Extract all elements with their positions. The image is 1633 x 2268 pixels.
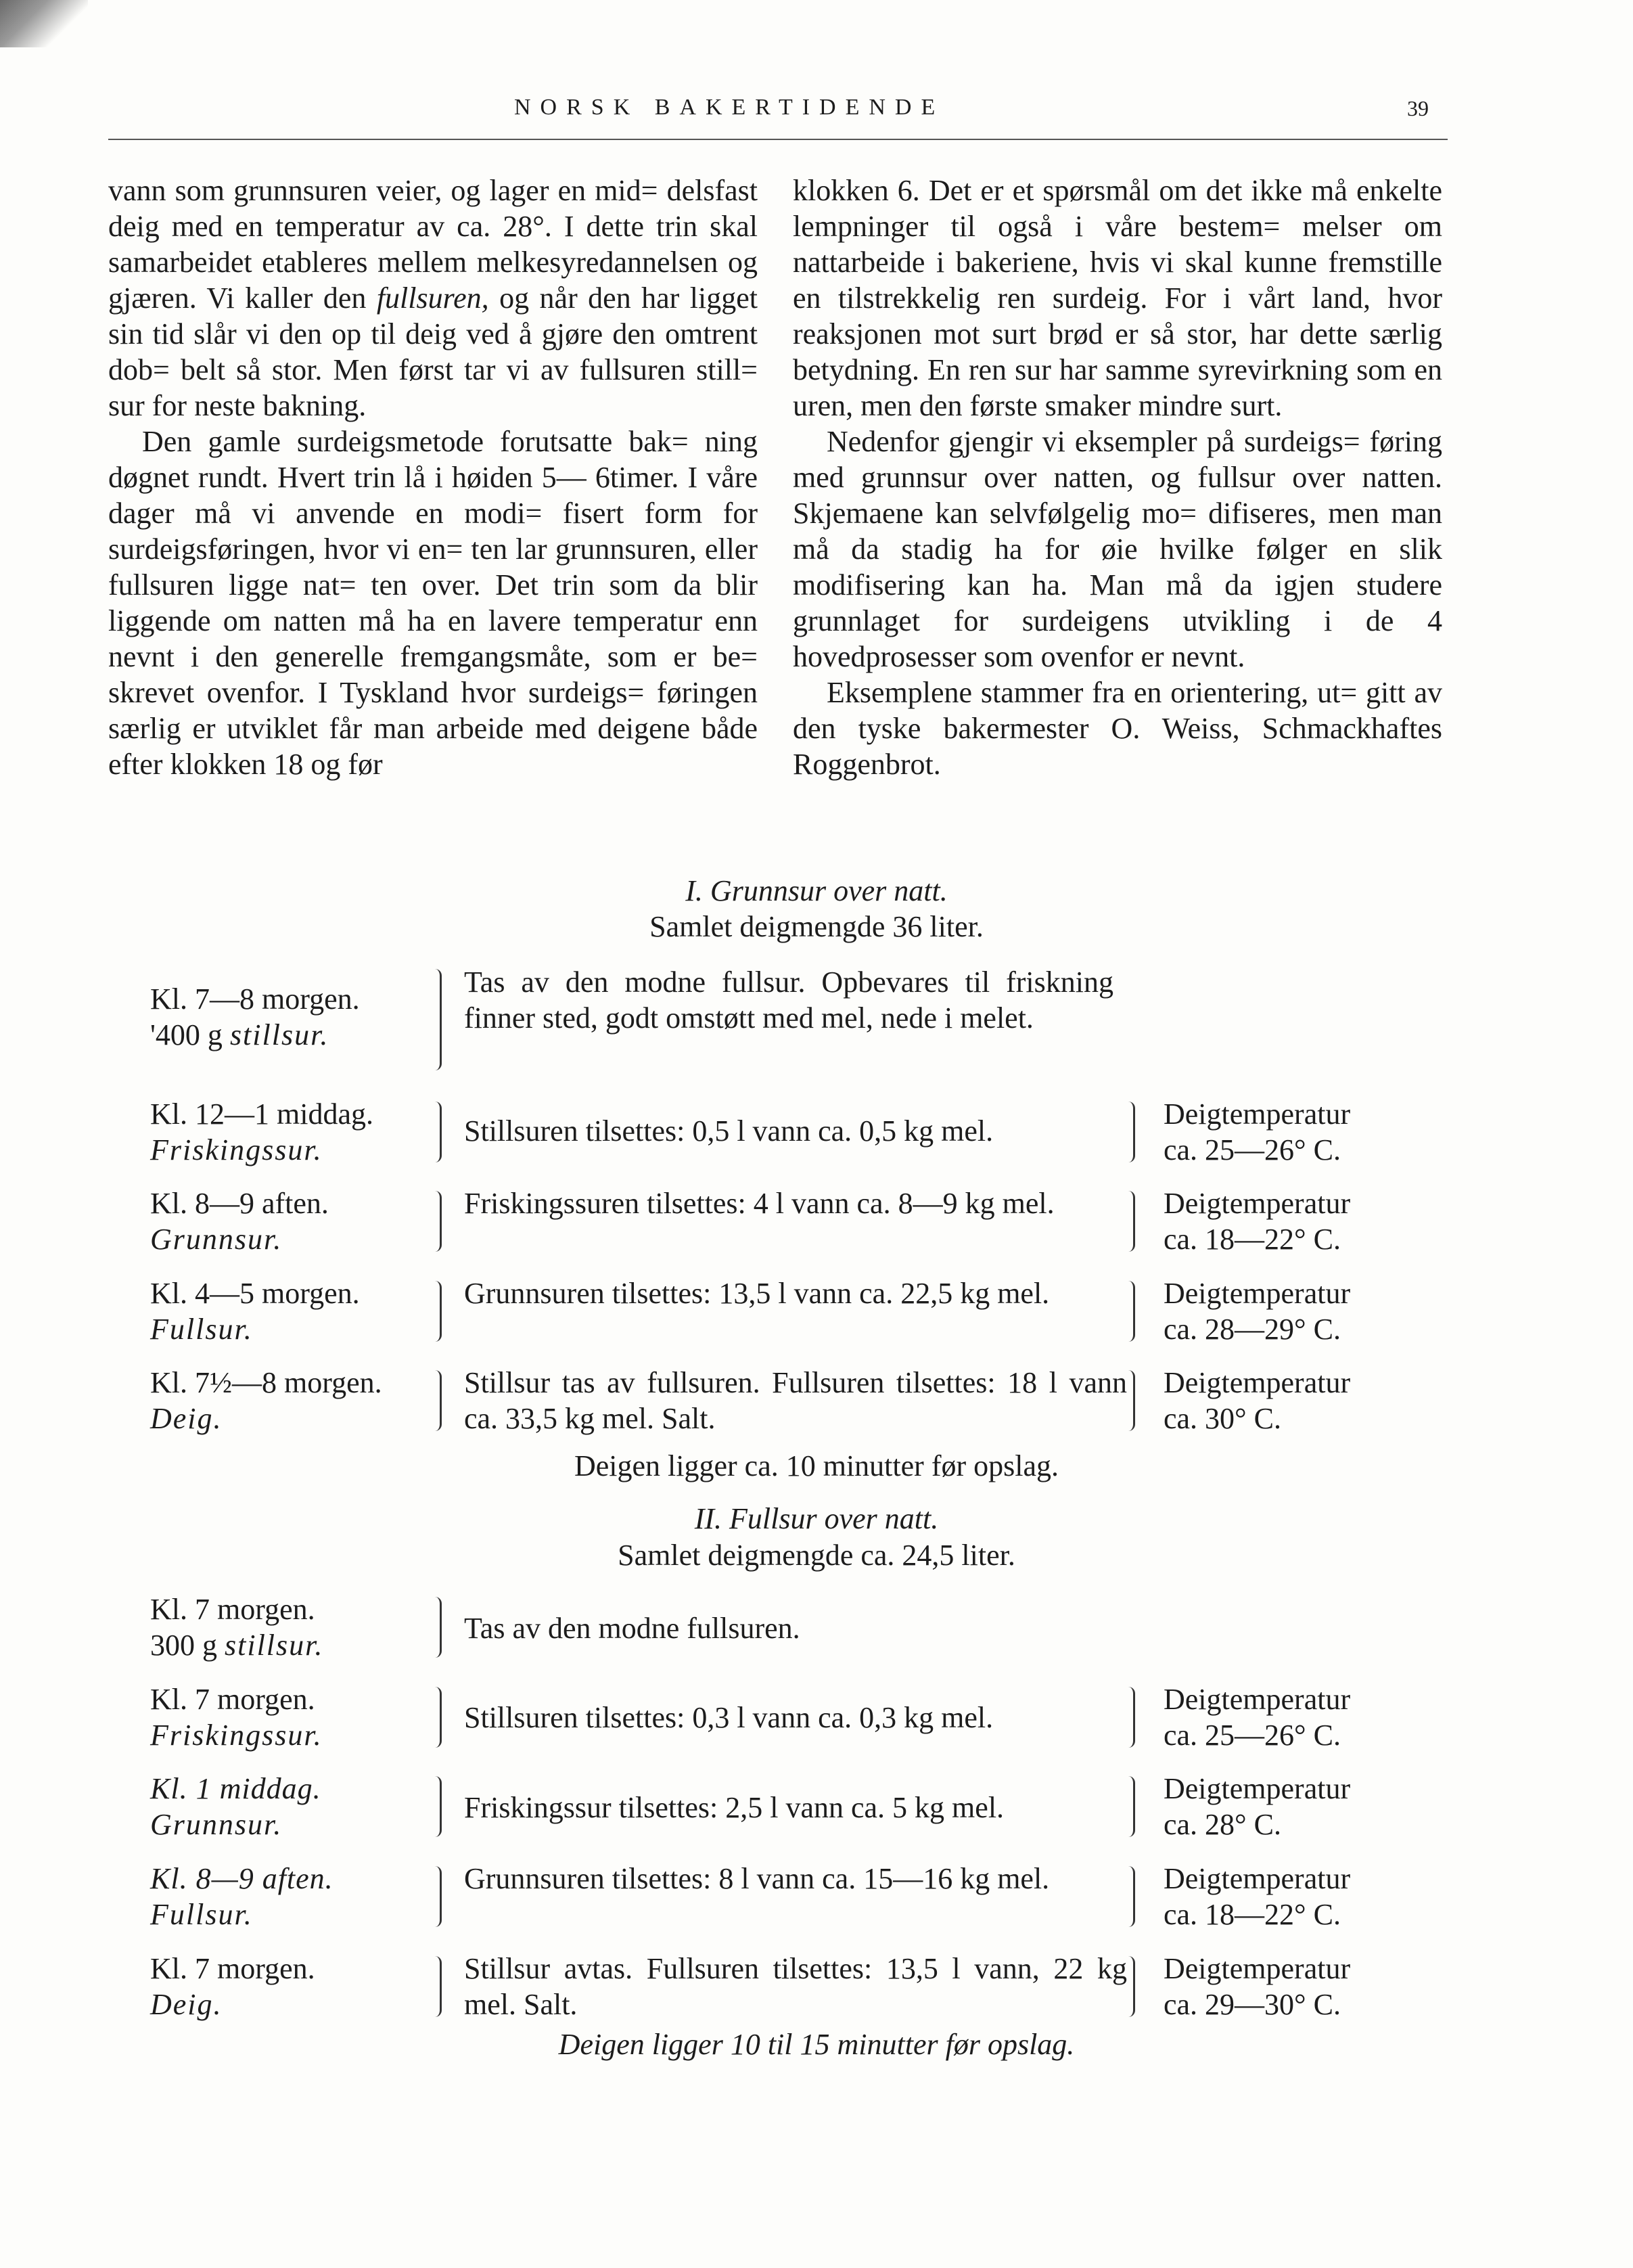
right-paragraph-2: Nedenfor gjengir vi eksempler på surdeigs= føring med grunnsur over natten, og fullsur over natten. Skjemaene kan selvfølgelig mo= difiseres, men man må da stadig ha for øie hvilke følger en slik modifisering kan ha. Man må da igjen studere grunnlaget for surdeigens utvikling i de 4 hovedprosesser som ovenfor er nevnt. (793, 425, 1442, 673)
schedule-1-row-2-temp: Deigtemperatur ca. 25—26° C. (1164, 1097, 1351, 1166)
brace (433, 1956, 442, 2017)
schedule-1-row-1-desc: Tas av den modne fullsur. Opbevares til friskning finner sted, godt omstøtt med mel, nede i melet. (464, 966, 1113, 1035)
brace (433, 1191, 442, 1252)
brace (1126, 1370, 1135, 1431)
brace (1126, 1687, 1135, 1748)
left-paragraph-1 (108, 173, 758, 424)
schedule-1-row-3-desc: Friskingssuren tilsettes: 4 l vann ca. 8—9 kg mel. (464, 1187, 1055, 1220)
brace (1126, 1776, 1135, 1837)
schedule-2-title: II. Fullsur over natt. (694, 1502, 939, 1535)
brace (433, 1370, 442, 1431)
schedule-1-row-3-temp: Deigtemperatur ca. 18—22° C. (1164, 1187, 1351, 1256)
schedule-1-row-4-desc: Grunnsuren tilsettes: 13,5 l vann ca. 22,5 kg mel. (464, 1277, 1050, 1310)
brace (1126, 1191, 1135, 1252)
schedule-2-row-5-desc: Stillsur avtas. Fullsuren tilsettes: 13,5 l vann, 22 kg mel. Salt. (464, 1952, 1127, 2021)
schedule-1-row-2-time: Kl. 12—1 middag. Friskingssur. (150, 1097, 373, 1166)
right-paragraph-1: klokken 6. Det er et spørsmål om det ikke må enkelte lempninger til også i våre bestem= melser om nattarbeide i bakeriene, hvis vi skal kunne fremstille en tilstrekkelig ren surdeig. For i vårt land, hvor reaksjonen mot surt brød er så stor, har dette særlig betydning. En ren sur har samme syrevirkning som en uren, men den første smaker mindre surt. (793, 174, 1442, 422)
schedule-1-title: I. Grunnsur over natt. (685, 874, 948, 907)
schedule-1-note: Deigen ligger ca. 10 minutter før opslag. (574, 1449, 1059, 1482)
schedule-2-row-5-time: Kl. 7 morgen. Deig. (150, 1952, 315, 2021)
schedule-2-subtitle: Samlet deigmengde ca. 24,5 liter. (618, 1539, 1015, 1572)
brace (1126, 1281, 1135, 1342)
schedule-1-subtitle: Samlet deigmengde 36 liter. (649, 910, 984, 943)
schedule-1-row-5-time: Kl. 7½—8 morgen. Deig. (150, 1366, 382, 1435)
schedule-2-row-2-desc: Stillsuren tilsettes: 0,3 l vann ca. 0,3 kg mel. (464, 1701, 994, 1734)
brace (1126, 1866, 1135, 1927)
schedule-2-row-1-desc: Tas av den modne fullsuren. (464, 1612, 800, 1645)
brace (433, 1102, 442, 1162)
brace (1126, 1956, 1135, 2017)
schedule-2-row-5-temp: Deigtemperatur ca. 29—30° C. (1164, 1952, 1351, 2021)
body-column-right (793, 173, 1442, 782)
schedule-2-row-3-time: Kl. 1 middag. Grunnsur. (150, 1772, 321, 1841)
brace (433, 1776, 442, 1837)
header-rule (108, 139, 1448, 140)
page-number: 39 (1407, 96, 1429, 120)
left-text-a: vann som grunnsuren veier, og lager en mid= delsfast deig med en temperatur av ca. 28°. I dette trin skal samarbeidet etableres mellem melkesyredannelsen og gjæren. Vi kaller den (108, 174, 758, 315)
brace (433, 1281, 442, 1342)
schedule-1-row-3-time: Kl. 8—9 aften. Grunnsur. (150, 1187, 329, 1256)
schedule-2-row-3-desc: Friskingssur tilsettes: 2,5 l vann ca. 5 kg mel. (464, 1791, 1005, 1824)
right-paragraph-3: Eksemplene stammer fra en orientering, ut= gitt av den tyske bakermester O. Weiss, Schmackhaftes Roggenbrot. (793, 676, 1442, 781)
schedule-1-row-2-desc: Stillsuren tilsettes: 0,5 l vann ca. 0,5 kg mel. (464, 1114, 994, 1148)
brace (433, 1687, 442, 1748)
schedule-1-row-5-temp: Deigtemperatur ca. 30° C. (1164, 1366, 1351, 1435)
schedule-1-row-4-time: Kl. 4—5 morgen. Fullsur. (150, 1277, 360, 1346)
schedule-2-row-4-desc: Grunnsuren tilsettes: 8 l vann ca. 15—16 kg mel. (464, 1862, 1050, 1895)
left-paragraph-2: Den gamle surdeigsmetode forutsatte bak= ning døgnet rundt. Hvert trin lå i høiden 5— 6timer. I våre dager må vi anvende en modi= fisert form for surdeigsføringen, hvor vi en= ten lar grunnsuren, eller fullsuren ligge nat= ten over. Det trin som da blir liggende om natten må ha en lavere temperatur enn nevnt i den generelle fremgangsmåte, som er be= skrevet ovenfor. I Tyskland hvor surdeigs= føringen særlig er utviklet får man arbeide med deigene både efter klokken 18 og før (108, 425, 758, 781)
schedule-2-row-4-time: Kl. 8—9 aften. Fullsur. (150, 1862, 334, 1931)
brace (433, 1866, 442, 1927)
body-column-left (108, 173, 758, 782)
schedule-1-row-4-temp: Deigtemperatur ca. 28—29° C. (1164, 1277, 1351, 1346)
schedule-2-row-3-temp: Deigtemperatur ca. 28° C. (1164, 1772, 1351, 1841)
schedule-1-row-1-time: Kl. 7—8 morgen. '400 g stillsur. (150, 982, 360, 1051)
schedule-2-row-1-time: Kl. 7 morgen. 300 g stillsur. (150, 1593, 324, 1662)
brace (433, 969, 442, 1070)
schedule-2-row-2-time: Kl. 7 morgen. Friskingssur. (150, 1683, 323, 1752)
running-title: NORSK BAKERTIDENDE (514, 95, 945, 120)
schedule-2-row-2-temp: Deigtemperatur ca. 25—26° C. (1164, 1683, 1351, 1752)
scan-corner-shadow (0, 0, 88, 47)
left-term-fullsuren: fullsuren, (376, 281, 489, 315)
schedule-1-row-5-desc: Stillsur tas av fullsuren. Fullsuren tilsettes: 18 l vann ca. 33,5 kg mel. Salt. (464, 1366, 1127, 1435)
schedule-2-note: Deigen ligger 10 til 15 minutter før opslag. (558, 2028, 1075, 2061)
schedule-2-row-4-temp: Deigtemperatur ca. 18—22° C. (1164, 1862, 1351, 1931)
left-text-b: og når den har ligget sin tid slår vi den op til deig ved å gjøre den omtrent dob= belt så stor. Men først tar vi av fullsuren still= sur for neste bakning. (108, 281, 758, 422)
brace (1126, 1102, 1135, 1162)
brace (433, 1597, 442, 1658)
